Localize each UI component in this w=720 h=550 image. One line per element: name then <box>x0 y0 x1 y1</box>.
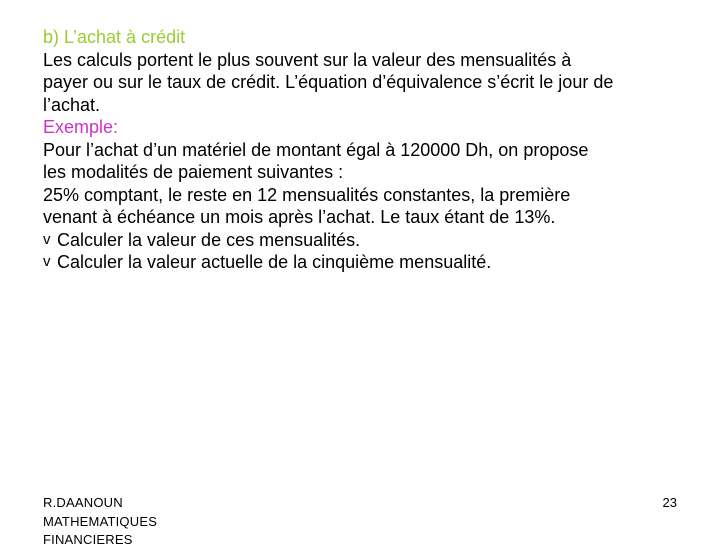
diamond-bullet-icon: v <box>43 230 51 248</box>
footer-author-line-2: MATHEMATIQUES <box>43 513 158 529</box>
paragraph-line-1: Les calculs portent le plus souvent sur la valeur des mensualités à <box>43 49 572 70</box>
bullet-item-1 <box>43 229 693 252</box>
bullet-item-2 <box>43 251 693 274</box>
footer-author-line-3: FINANCIERES <box>43 532 133 547</box>
section-heading: b) L’achat à crédit <box>43 27 186 47</box>
paragraph-line-3: l’achat. <box>43 94 101 115</box>
example-line-3: 25% comptant, le reste en 12 mensualités constantes, la première <box>43 184 571 205</box>
slide-content <box>43 26 693 274</box>
footer-author <box>43 494 157 550</box>
paragraph-line-2: payer ou sur le taux de crédit. L’équation d’équivalence s’écrit le jour de <box>43 72 614 92</box>
bullet-text-2: Calculer la valeur actuelle de la cinquième mensualité. <box>57 252 492 272</box>
diamond-bullet-icon: v <box>43 253 51 270</box>
page-number: 23 <box>662 495 677 510</box>
example-line-1: Pour l’achat d’un matériel de montant égal à 120000 Dh, on propose <box>43 139 589 160</box>
example-label: Exemple: <box>43 117 119 137</box>
bullet-text-1: Calculer la valeur de ces mensualités. <box>57 229 361 250</box>
example-line-2: les modalités de paiement suivantes : <box>43 162 344 182</box>
example-line-4: venant à échéance un mois après l’achat. Le taux étant de 13%. <box>43 207 556 227</box>
footer-author-line-1: R.DAANOUN <box>43 495 123 510</box>
